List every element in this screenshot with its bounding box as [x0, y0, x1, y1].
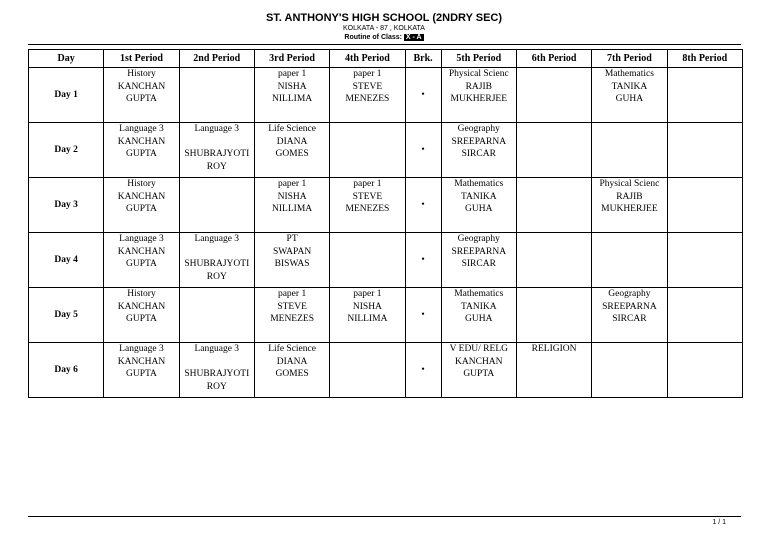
cell-line: SHUBRAJYOTI: [184, 149, 250, 159]
routine-label: Routine of Class:: [344, 34, 402, 41]
period-cell: [179, 178, 254, 233]
cell-line: GUPTA: [126, 314, 157, 324]
column-header: 7th Period: [592, 50, 667, 68]
cell-line: KANCHAN: [117, 81, 166, 92]
period-cell: [441, 123, 516, 178]
period-cell: [516, 123, 591, 178]
cell-line: SWAPAN: [272, 246, 312, 257]
period-cell: [254, 68, 329, 123]
cell-line: Geography: [608, 289, 651, 299]
column-header: Brk.: [405, 50, 441, 68]
cell-line: ROY: [206, 161, 227, 172]
cell-line: TANIKA: [460, 301, 497, 312]
column-header: Day: [29, 50, 104, 68]
cell-line: •: [421, 144, 425, 155]
cell-line: GUPTA: [126, 204, 157, 214]
period-cell: [179, 288, 254, 343]
break-cell: [405, 233, 441, 288]
cell-line: SIRCAR: [612, 314, 647, 324]
cell-line: NISHA: [277, 81, 307, 92]
cell-line: ROY: [206, 381, 227, 392]
column-header: 2nd Period: [179, 50, 254, 68]
break-cell: [405, 178, 441, 233]
cell-line: RAJIB: [465, 81, 492, 92]
cell-line: Physical Scienc: [448, 69, 509, 79]
period-cell: [667, 178, 742, 233]
cell-line: SIRCAR: [461, 259, 496, 269]
cell-line: Mathematics: [454, 179, 504, 189]
cell-line: Language 3: [119, 344, 164, 354]
period-cell: [516, 178, 591, 233]
school-address: KOLKATA - 87 , KOLKATA: [343, 25, 425, 32]
column-header: 3rd Period: [254, 50, 329, 68]
cell-line: RAJIB: [616, 191, 643, 202]
cell-line: •: [421, 89, 425, 100]
day-label: Day 1: [29, 68, 104, 123]
cell-line: •: [421, 364, 425, 375]
cell-line: BISWAS: [274, 259, 310, 269]
period-cell: [667, 233, 742, 288]
routine-table: [28, 49, 743, 398]
cell-line: KANCHAN: [117, 136, 166, 147]
cell-line: STEVE: [277, 301, 307, 312]
period-cell: [592, 123, 667, 178]
table-row: [29, 233, 743, 288]
column-header: 4th Period: [330, 50, 405, 68]
break-cell: [405, 288, 441, 343]
cell-line: paper 1: [353, 289, 382, 299]
period-cell: [592, 288, 667, 343]
day-label: Day 6: [29, 343, 104, 398]
cell-line: MENEZES: [345, 204, 390, 214]
day-label: Day 2: [29, 123, 104, 178]
table-row: [29, 68, 743, 123]
table-body: [29, 68, 743, 398]
cell-line: Geography: [457, 234, 500, 244]
period-cell: [330, 288, 405, 343]
header-divider: [28, 44, 741, 45]
cell-line: SHUBRAJYOTI: [184, 369, 250, 379]
cell-line: paper 1: [277, 179, 307, 189]
cell-line: MENEZES: [345, 94, 390, 104]
period-cell: [592, 233, 667, 288]
period-cell: [179, 68, 254, 123]
day-label: Day 5: [29, 288, 104, 343]
period-cell: [516, 288, 591, 343]
cell-line: GUPTA: [126, 259, 157, 269]
period-cell: [104, 68, 179, 123]
period-cell: [667, 123, 742, 178]
cell-line: paper 1: [277, 69, 307, 79]
cell-line: NISHA: [277, 191, 307, 202]
cell-line: History: [127, 289, 156, 299]
period-cell: [441, 343, 516, 398]
period-cell: [254, 288, 329, 343]
period-cell: [330, 343, 405, 398]
cell-line: Language 3: [194, 344, 240, 354]
table-row: [29, 123, 743, 178]
cell-line: paper 1: [353, 69, 382, 79]
cell-line: Language 3: [194, 234, 240, 244]
cell-line: GOMES: [275, 149, 309, 159]
cell-line: STEVE: [352, 191, 383, 202]
cell-line: RELIGION: [531, 344, 577, 354]
period-cell: [179, 343, 254, 398]
school-title: ST. ANTHONY'S HIGH SCHOOL (2NDRY SEC): [265, 12, 503, 24]
cell-line: History: [127, 179, 156, 189]
cell-line: TANIKA: [611, 81, 648, 92]
period-cell: [254, 178, 329, 233]
cell-line: SREEPARNA: [451, 136, 507, 147]
cell-line: NILLIMA: [347, 314, 388, 324]
period-cell: [330, 68, 405, 123]
cell-line: SHUBRAJYOTI: [184, 259, 250, 269]
table-row: [29, 288, 743, 343]
cell-line: Life Science: [268, 344, 316, 354]
period-cell: [104, 288, 179, 343]
period-cell: [441, 68, 516, 123]
cell-line: paper 1: [277, 289, 307, 299]
cell-line: Mathematics: [454, 289, 504, 299]
column-header: 5th Period: [441, 50, 516, 68]
cell-line: NILLIMA: [272, 94, 313, 104]
cell-line: [180, 356, 254, 369]
cell-line: Geography: [457, 124, 500, 134]
cell-line: GUPTA: [463, 369, 495, 379]
cell-line: SREEPARNA: [602, 301, 657, 312]
break-cell: [405, 343, 441, 398]
period-cell: [104, 343, 179, 398]
cell-line: GUPTA: [126, 149, 157, 159]
table-row: [29, 178, 743, 233]
period-cell: [330, 123, 405, 178]
class-name-badge: X - A: [405, 34, 422, 41]
cell-line: Mathematics: [604, 69, 654, 79]
cell-line: KANCHAN: [117, 356, 166, 367]
cell-line: GUHA: [615, 94, 644, 104]
day-label: Day 4: [29, 233, 104, 288]
cell-line: STEVE: [352, 81, 383, 92]
period-cell: [104, 233, 179, 288]
cell-line: •: [421, 309, 425, 320]
period-cell: [254, 123, 329, 178]
period-cell: [441, 178, 516, 233]
cell-line: [180, 246, 254, 259]
period-cell: [330, 178, 405, 233]
cell-line: SIRCAR: [461, 149, 496, 159]
cell-line: Language 3: [194, 124, 240, 134]
cell-line: GUPTA: [126, 94, 157, 104]
cell-line: History: [127, 69, 156, 79]
cell-line: KANCHAN: [117, 301, 166, 312]
period-cell: [667, 68, 742, 123]
cell-line: [180, 136, 254, 149]
cell-line: KANCHAN: [117, 246, 166, 257]
column-header: 6th Period: [516, 50, 591, 68]
period-cell: [254, 343, 329, 398]
period-cell: [104, 178, 179, 233]
period-cell: [254, 233, 329, 288]
cell-line: Language 3: [119, 124, 164, 134]
cell-line: Language 3: [119, 234, 164, 244]
footer-divider: [28, 516, 741, 517]
cell-line: Life Science: [268, 124, 316, 134]
cell-line: MUKHERJEE: [601, 204, 658, 214]
cell-line: GUHA: [465, 314, 493, 324]
period-cell: [592, 68, 667, 123]
period-cell: [330, 233, 405, 288]
period-cell: [104, 123, 179, 178]
cell-line: ROY: [206, 271, 227, 282]
cell-line: KANCHAN: [117, 191, 166, 202]
table-header-row: [29, 50, 743, 68]
cell-line: GUHA: [465, 204, 493, 214]
page-number: 1 / 1: [712, 519, 726, 526]
day-label: Day 3: [29, 178, 104, 233]
cell-line: •: [421, 254, 425, 265]
table-row: [29, 343, 743, 398]
period-cell: [667, 288, 742, 343]
cell-line: DIANA: [276, 136, 308, 147]
cell-line: MENEZES: [270, 314, 314, 324]
period-cell: [516, 68, 591, 123]
cell-line: •: [421, 199, 425, 210]
break-cell: [405, 123, 441, 178]
column-header: 1st Period: [104, 50, 179, 68]
cell-line: MUKHERJEE: [450, 94, 508, 104]
cell-line: V EDU/ RELG: [449, 344, 508, 354]
period-cell: [179, 233, 254, 288]
cell-line: KANCHAN: [455, 356, 503, 367]
cell-line: SREEPARNA: [451, 246, 507, 257]
break-cell: [405, 68, 441, 123]
cell-line: GUPTA: [126, 369, 157, 379]
cell-line: DIANA: [276, 356, 308, 367]
period-cell: [592, 178, 667, 233]
period-cell: [516, 233, 591, 288]
period-cell: [441, 288, 516, 343]
cell-line: NISHA: [352, 301, 382, 312]
cell-line: TANIKA: [460, 191, 497, 202]
routine-class-line: [0, 34, 768, 41]
period-cell: [592, 343, 667, 398]
period-cell: [179, 123, 254, 178]
period-cell: [667, 343, 742, 398]
period-cell: [441, 233, 516, 288]
column-header: 8th Period: [667, 50, 742, 68]
cell-line: paper 1: [353, 179, 382, 189]
cell-line: PT: [286, 234, 298, 244]
period-cell: [516, 343, 591, 398]
cell-line: NILLIMA: [272, 204, 313, 214]
cell-line: GOMES: [275, 369, 309, 379]
cell-line: Physical Scienc: [599, 179, 660, 189]
